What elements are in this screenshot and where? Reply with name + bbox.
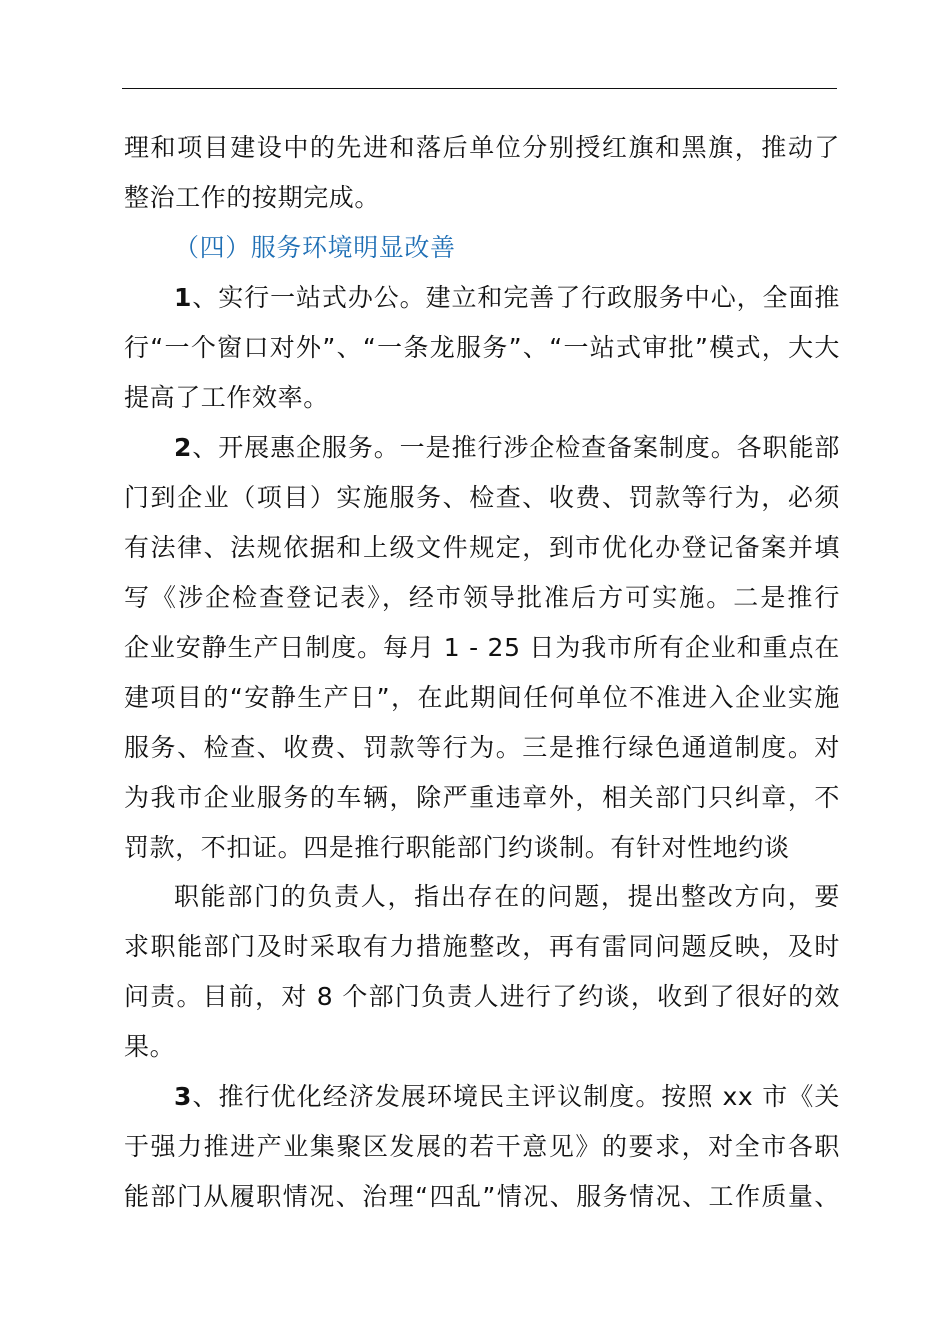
item-number: 2: [174, 433, 192, 462]
text-line: 有法律、法规依据和上级文件规定，到市优化办登记备案并填: [124, 533, 840, 562]
section-heading: （四）服务环境明显改善: [174, 233, 456, 262]
text-line: 写《涉企检查登记表》，经市领导批准后方可实施。二是推行: [124, 583, 840, 612]
text-line: 职能部门的负责人，指出存在的问题，提出整改方向，要: [174, 882, 840, 911]
text-line: 理和项目建设中的先进和落后单位分别授红旗和黑旗，推动了: [124, 133, 840, 162]
text-line: 门到企业（项目）实施服务、检查、收费、罚款等行为，必须: [124, 483, 840, 512]
text-line: [174, 281, 840, 315]
header-rule: [122, 88, 837, 89]
text-line: 建项目的“安静生产日”，在此期间任何单位不准进入企业实施: [124, 683, 840, 712]
text-line: 企业安静生产日制度。每月 1 - 25 日为我市所有企业和重点在: [124, 633, 840, 662]
text-line: [174, 431, 840, 465]
text-line: 果。: [124, 1032, 176, 1061]
item-number: 3: [174, 1082, 192, 1111]
item-number: 1: [174, 283, 192, 312]
text-line: 能部门从履职情况、治理“四乱”情况、服务情况、工作质量、: [124, 1182, 840, 1211]
text-segment: 、推行优化经济发展环境民主评议制度。按照 xx 市《关: [192, 1082, 840, 1111]
text-segment: 、实行一站式办公。建立和完善了行政服务中心，全面推: [192, 283, 840, 312]
text-line: 行“一个窗口对外”、“一条龙服务”、“一站式审批”模式，大大: [124, 333, 840, 362]
text-line: [174, 1080, 840, 1114]
text-segment: 、开展惠企服务。一是推行涉企检查备案制度。各职能部: [192, 433, 840, 462]
text-line: 于强力推进产业集聚区发展的若干意见》的要求，对全市各职: [124, 1132, 840, 1161]
text-line: 问责。目前，对 8 个部门负责人进行了约谈，收到了很好的效: [124, 982, 840, 1011]
text-line: 求职能部门及时采取有力措施整改，再有雷同问题反映，及时: [124, 932, 840, 961]
text-line: 为我市企业服务的车辆，除严重违章外，相关部门只纠章，不: [124, 783, 840, 812]
text-line: 提高了工作效率。: [124, 383, 329, 412]
text-line: 服务、检查、收费、罚款等行为。三是推行绿色通道制度。对: [124, 733, 840, 762]
text-line: 整治工作的按期完成。: [124, 183, 381, 212]
text-line: 罚款，不扣证。四是推行职能部门约谈制。有针对性地约谈: [124, 833, 790, 862]
